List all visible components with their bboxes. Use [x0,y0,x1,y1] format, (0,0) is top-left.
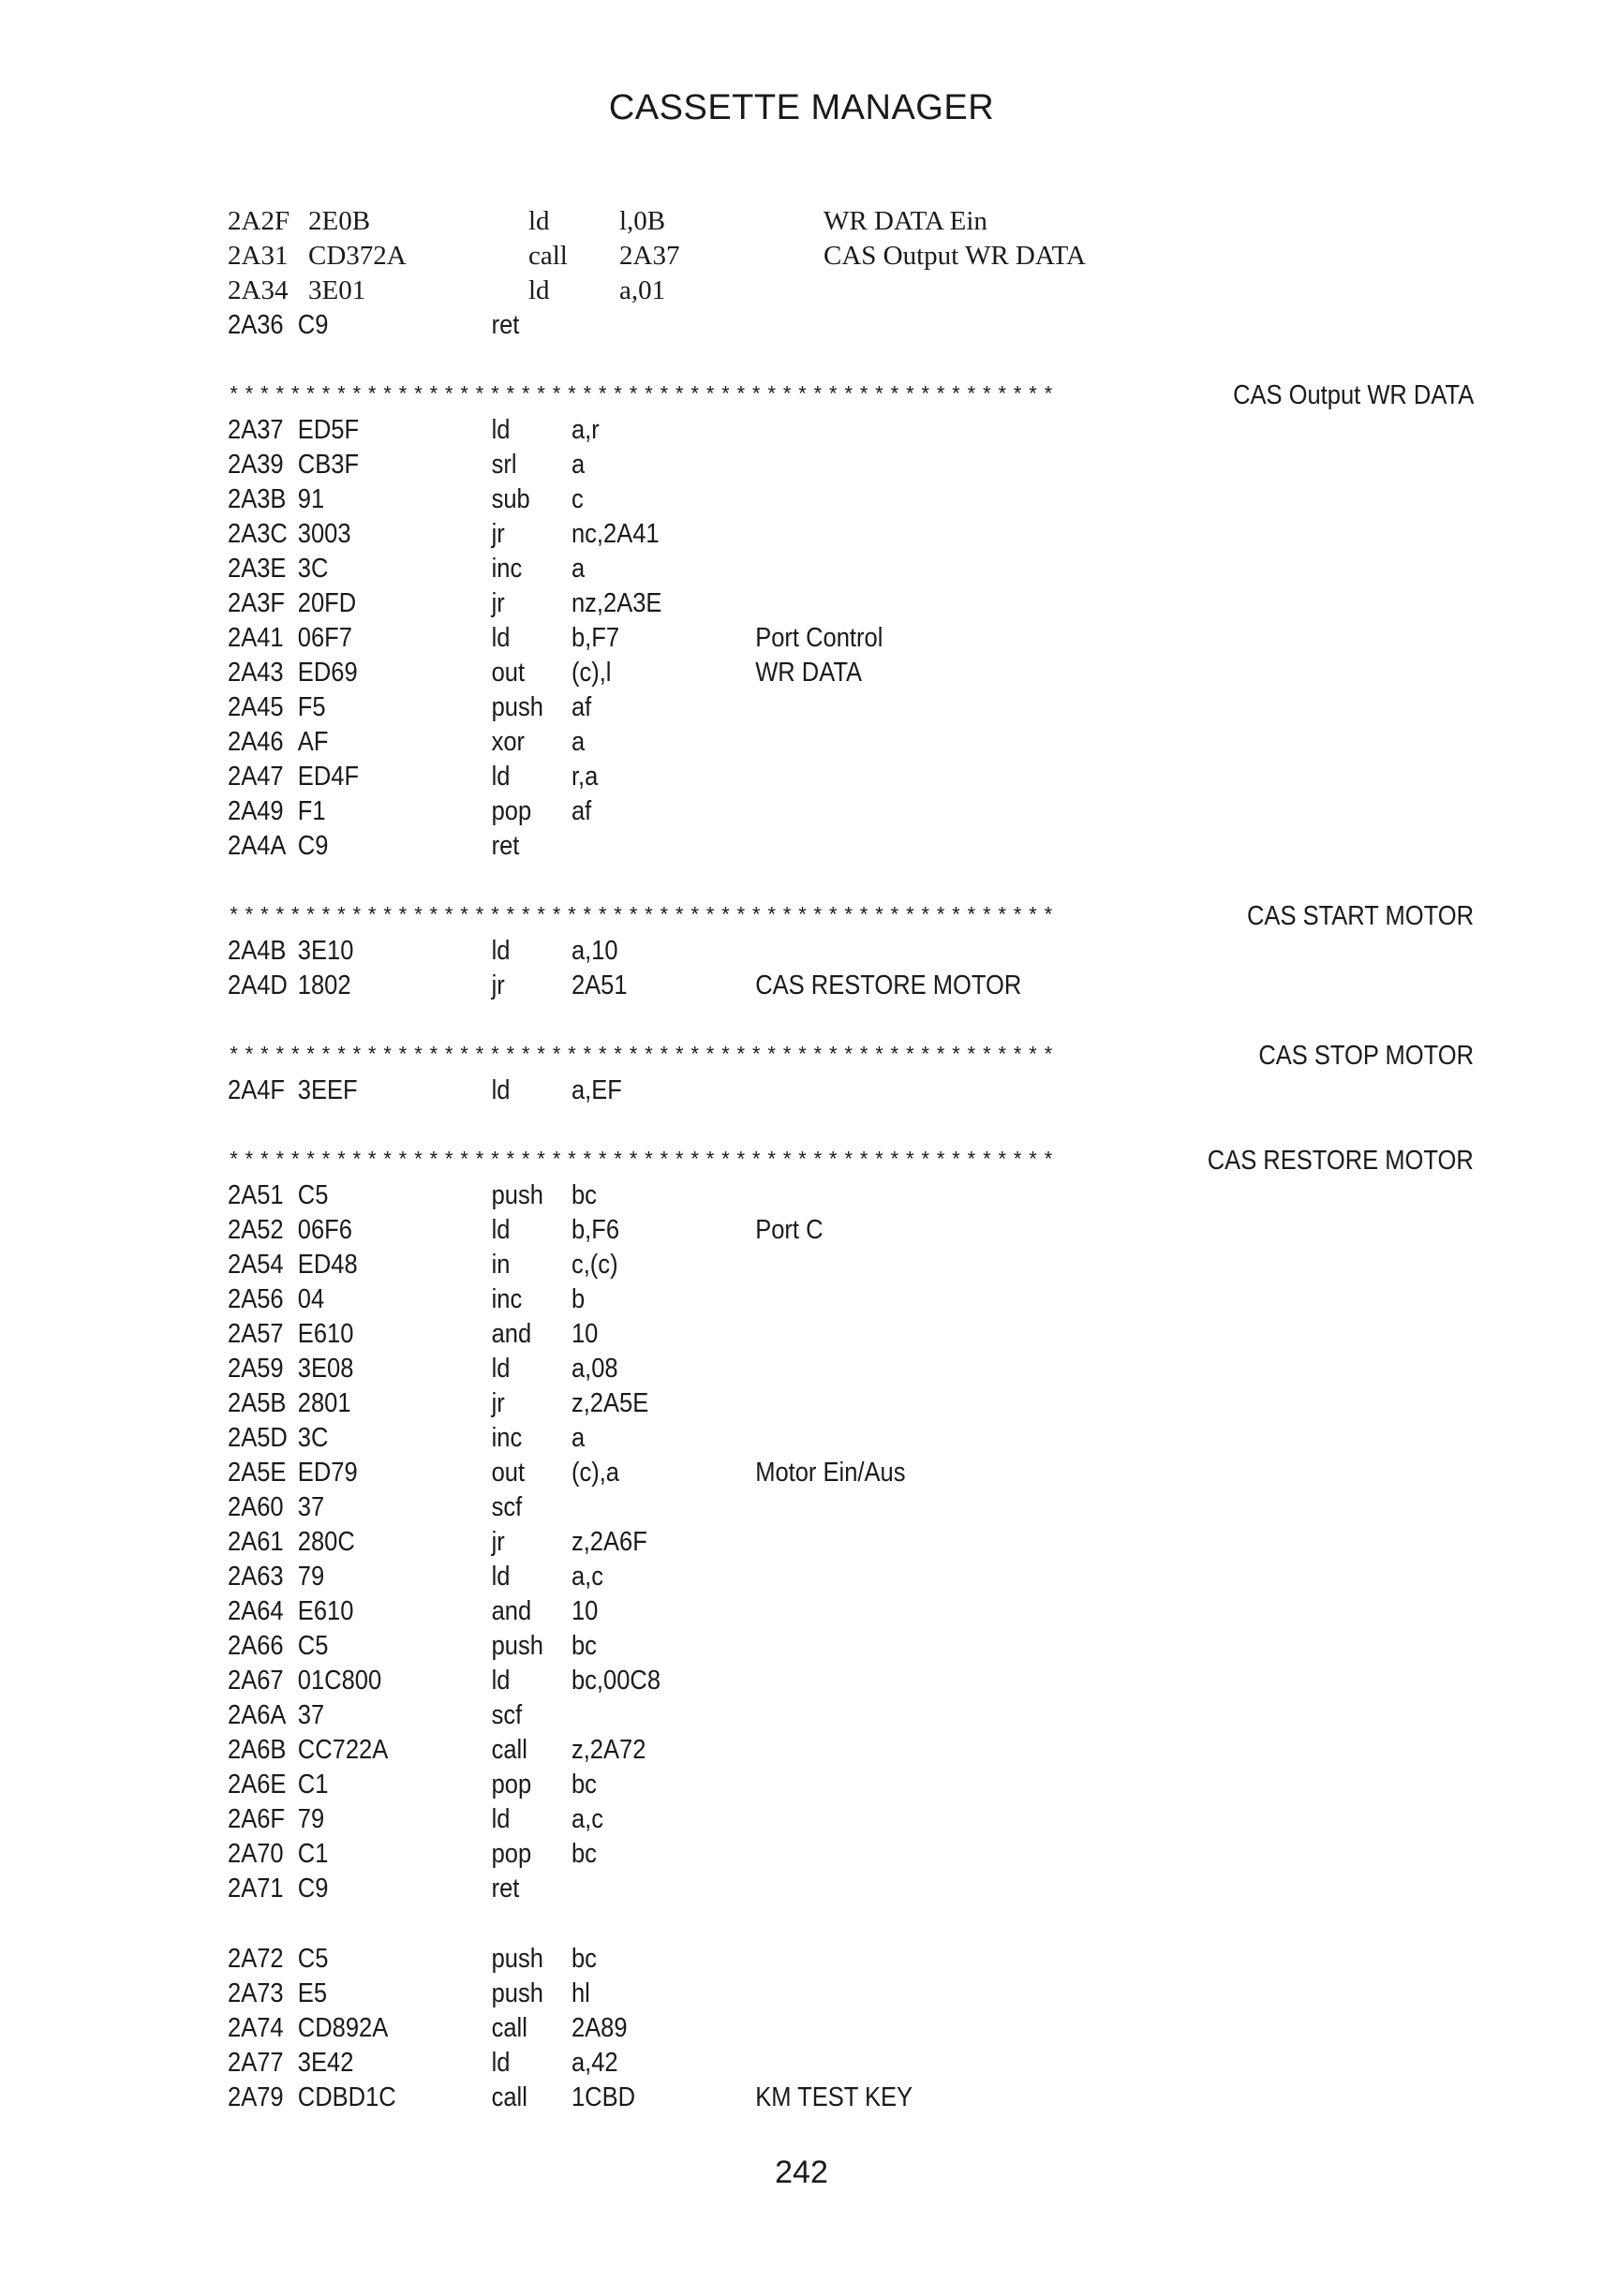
address: 2A70 [228,1839,284,1869]
listing-row [228,204,1474,239]
address: 2A56 [228,1284,284,1314]
section-separator [228,378,1474,413]
address: 2A3C [228,519,288,549]
operand: c,(c) [571,1250,618,1280]
opcode-bytes: 3C [297,1423,329,1453]
mnemonic: jr [491,519,505,549]
address: 2A37 [228,415,284,445]
listing-row [228,760,1324,794]
operand: a [571,554,586,584]
opcode-bytes: F1 [297,796,326,826]
listing-row [228,1664,1324,1698]
address: 2A45 [228,692,284,722]
listing-row [228,656,1324,690]
mnemonic: xor [491,727,526,757]
comment: WR DATA [755,658,863,688]
listing-row [228,1733,1324,1768]
opcode-bytes: 37 [297,1492,325,1522]
address: 2A6B [228,1735,287,1765]
opcode-bytes: ED48 [297,1250,358,1280]
opcode-bytes: 2801 [297,1388,351,1418]
operand: 2A89 [571,2013,628,2043]
operand: b,F7 [571,623,620,653]
listing-row [228,1490,1324,1525]
section-separator [228,899,1474,934]
address: 2A72 [228,1944,284,1974]
listing-row [228,1560,1324,1594]
operand: a,08 [571,1354,618,1384]
block-spacer [228,864,1474,899]
address: 2A31 [228,241,289,271]
section-separator [228,1144,1474,1178]
mnemonic: and [491,1319,532,1349]
operand: (c),l [571,658,612,688]
asterisk-rule: ****************************************************** [228,1149,1058,1173]
operand: z,2A6F [571,1527,647,1557]
mnemonic: pop [491,1839,532,1869]
block-spacer [228,1906,1474,1942]
address: 2A51 [228,1180,284,1210]
opcode-bytes: ED69 [297,658,358,688]
mnemonic: and [491,1596,532,1626]
listing-row [228,1629,1324,1664]
opcode-bytes: CD892A [297,2013,389,2043]
operand: 10 [571,1596,599,1626]
listing-row [228,1977,1324,2011]
address: 2A36 [228,310,284,340]
mnemonic: inc [491,1284,523,1314]
opcode-bytes: C9 [297,310,329,340]
comment: CAS RESTORE MOTOR [755,970,1022,1000]
address: 2A4D [228,970,288,1000]
listing-row [228,308,1324,343]
address: 2A4B [228,936,287,966]
listing-row [228,1802,1324,1837]
assembly-listing [228,204,1474,2115]
listing-row [228,1768,1324,1802]
operand: a,42 [571,2048,618,2078]
listing-row [228,586,1324,621]
operand: z,2A72 [571,1735,646,1765]
mnemonic: out [491,658,526,688]
listing-row [228,239,1474,274]
opcode-bytes: 06F6 [297,1215,352,1245]
listing-row [228,1456,1324,1490]
listing-row [228,1213,1324,1248]
operand: l,0B [619,206,666,236]
opcode-bytes: 3E01 [308,275,366,305]
address: 2A59 [228,1354,284,1384]
listing-row [228,829,1324,864]
opcode-bytes: C9 [297,831,329,861]
listing-row [228,1386,1324,1421]
operand: bc [571,1770,597,1800]
operand: a [571,727,586,757]
operand: b [571,1284,586,1314]
operand: 2A37 [619,241,680,271]
listing-row [228,2081,1324,2115]
operand: a,r [571,415,600,445]
mnemonic: pop [491,796,532,826]
operand: hl [571,1978,590,2008]
opcode-bytes: C1 [297,1770,329,1800]
address: 2A4A [228,831,287,861]
listing-row [228,448,1324,482]
operand: (c),a [571,1458,619,1488]
listing-row [228,1837,1324,1872]
operand: b,F6 [571,1215,620,1245]
operand: nc,2A41 [571,519,660,549]
address: 2A6A [228,1700,287,1730]
mnemonic: scf [491,1492,523,1522]
operand: a,EF [571,1075,622,1105]
address: 2A54 [228,1250,284,1280]
comment: WR DATA Ein [824,206,987,236]
opcode-bytes: 3003 [297,519,351,549]
block-spacer [228,1108,1474,1144]
mnemonic: push [491,1978,543,2008]
opcode-bytes: ED5F [297,415,360,445]
opcode-bytes: CDBD1C [297,2082,396,2112]
mnemonic: call [528,241,568,271]
opcode-bytes: E610 [297,1596,354,1626]
operand: a,c [571,1804,604,1834]
mnemonic: jr [491,588,505,618]
address: 2A41 [228,623,284,653]
listing-row [228,725,1324,760]
address: 2A5E [228,1458,287,1488]
operand: a [571,1423,586,1453]
mnemonic: ld [528,206,550,236]
listing-row [228,621,1324,656]
address: 2A52 [228,1215,284,1245]
address: 2A67 [228,1666,284,1696]
opcode-bytes: 280C [297,1527,355,1557]
address: 2A3F [228,588,286,618]
mnemonic: ld [491,1562,511,1592]
address: 2A46 [228,727,284,757]
opcode-bytes: C5 [297,1944,329,1974]
page-number: 242 [775,2155,828,2190]
address: 2A66 [228,1631,284,1661]
operand: bc [571,1180,597,1210]
opcode-bytes: 37 [297,1700,325,1730]
opcode-bytes: 3E10 [297,936,354,966]
address: 2A47 [228,762,284,792]
mnemonic: jr [491,1388,505,1418]
address: 2A74 [228,2013,284,2043]
opcode-bytes: ED79 [297,1458,358,1488]
mnemonic: in [491,1250,511,1280]
opcode-bytes: 79 [297,1804,325,1834]
operand: r,a [571,762,599,792]
listing-row [228,1248,1324,1282]
address: 2A34 [228,275,289,305]
mnemonic: jr [491,1527,505,1557]
asterisk-rule: ****************************************************** [228,905,1058,928]
operand: bc [571,1839,597,1869]
listing-row [228,1317,1324,1352]
listing-row [228,1698,1324,1733]
opcode-bytes: C5 [297,1631,329,1661]
operand: a,01 [619,275,666,305]
operand: a [571,450,586,480]
asterisk-rule: ****************************************************** [228,1044,1058,1068]
listing-row [228,482,1324,517]
address: 2A57 [228,1319,284,1349]
address: 2A77 [228,2048,284,2078]
address: 2A60 [228,1492,284,1522]
mnemonic: srl [491,450,517,480]
address: 2A3E [228,554,287,584]
listing-row [228,794,1324,829]
operand: 1CBD [571,2082,636,2112]
opcode-bytes: CB3F [297,450,360,480]
listing-row [228,2011,1324,2046]
mnemonic: inc [491,1423,523,1453]
mnemonic: pop [491,1770,532,1800]
opcode-bytes: ED4F [297,762,360,792]
opcode-bytes: AF [297,727,329,757]
mnemonic: call [491,1735,527,1765]
comment: KM TEST KEY [755,2082,913,2112]
listing-row [228,934,1324,969]
operand: c [571,484,584,514]
listing-row [228,413,1324,448]
address: 2A43 [228,658,284,688]
operand: bc,00C8 [571,1666,661,1696]
comment: CAS Output WR DATA [824,241,1086,271]
operand: af [571,692,592,722]
mnemonic: ret [491,831,520,861]
opcode-bytes: 1802 [297,970,351,1000]
section-label: CAS RESTORE MOTOR [1207,1146,1474,1176]
mnemonic: sub [491,484,530,514]
section-separator [228,1039,1474,1074]
opcode-bytes: E5 [297,1978,328,2008]
opcode-bytes: C9 [297,1874,329,1903]
opcode-bytes: C5 [297,1180,329,1210]
block-spacer [228,1003,1474,1039]
address: 2A2F [228,206,290,236]
comment: Motor Ein/Aus [755,1458,906,1488]
opcode-bytes: 3E42 [297,2048,354,2078]
address: 2A63 [228,1562,284,1592]
operand: z,2A5E [571,1388,649,1418]
listing-row [228,1178,1324,1213]
page-title: CASSETTE MANAGER [608,88,995,127]
section-label: CAS START MOTOR [1246,901,1474,931]
operand: bc [571,1631,597,1661]
opcode-bytes: C1 [297,1839,329,1869]
mnemonic: ld [491,1804,511,1834]
listing-row [228,1872,1324,1906]
address: 2A71 [228,1874,284,1903]
address: 2A5B [228,1388,287,1418]
address: 2A6E [228,1770,287,1800]
opcode-bytes: 3EEF [297,1075,358,1105]
opcode-bytes: 91 [297,484,325,514]
mnemonic: ld [528,275,550,305]
opcode-bytes: 3C [297,554,329,584]
operand: bc [571,1944,597,1974]
mnemonic: ld [491,1354,511,1384]
operand: a,10 [571,936,618,966]
opcode-bytes: E610 [297,1319,354,1349]
mnemonic: ld [491,762,511,792]
address: 2A64 [228,1596,284,1626]
mnemonic: call [491,2013,527,2043]
listing-row [228,1352,1324,1386]
listing-row [228,1594,1324,1629]
mnemonic: ret [491,1874,520,1903]
address: 2A5D [228,1423,288,1453]
address: 2A73 [228,1978,284,2008]
listing-row [228,2046,1324,2081]
mnemonic: ld [491,936,511,966]
mnemonic: push [491,1180,543,1210]
listing-row [228,690,1324,725]
opcode-bytes: 2E0B [308,206,371,236]
mnemonic: scf [491,1700,523,1730]
comment: Port Control [755,623,883,653]
opcode-bytes: 01C800 [297,1666,382,1696]
opcode-bytes: 06F7 [297,623,352,653]
listing-row [228,1074,1324,1108]
listing-row [228,969,1324,1003]
opcode-bytes: 20FD [297,588,357,618]
address: 2A3B [228,484,287,514]
address: 2A6F [228,1804,286,1834]
mnemonic: ld [491,415,511,445]
operand: af [571,796,592,826]
opcode-bytes: CD372A [308,241,407,271]
listing-row [228,1525,1324,1560]
mnemonic: jr [491,970,505,1000]
operand: a,c [571,1562,604,1592]
block-spacer [228,343,1474,378]
opcode-bytes: 79 [297,1562,325,1592]
comment: Port C [755,1215,824,1245]
section-label: CAS Output WR DATA [1232,380,1474,410]
mnemonic: ret [491,310,520,340]
listing-row [228,274,1474,308]
operand: 10 [571,1319,599,1349]
mnemonic: ld [491,623,511,653]
address: 2A61 [228,1527,284,1557]
mnemonic: push [491,1944,543,1974]
mnemonic: ld [491,1666,511,1696]
opcode-bytes: CC722A [297,1735,389,1765]
opcode-bytes: F5 [297,692,326,722]
listing-row [228,517,1324,552]
address: 2A4F [228,1075,286,1105]
asterisk-rule: ****************************************************** [228,384,1058,407]
mnemonic: ld [491,2048,511,2078]
operand: nz,2A3E [571,588,662,618]
mnemonic: ld [491,1075,511,1105]
mnemonic: ld [491,1215,511,1245]
address: 2A39 [228,450,284,480]
operand: 2A51 [571,970,628,1000]
mnemonic: push [491,1631,543,1661]
mnemonic: call [491,2082,527,2112]
opcode-bytes: 04 [297,1284,325,1314]
address: 2A49 [228,796,284,826]
opcode-bytes: 3E08 [297,1354,354,1384]
mnemonic: inc [491,554,523,584]
listing-row [228,1282,1324,1317]
listing-row [228,1421,1324,1456]
listing-row [228,552,1324,586]
mnemonic: out [491,1458,526,1488]
listing-row [228,1942,1324,1977]
section-label: CAS STOP MOTOR [1258,1041,1474,1071]
mnemonic: push [491,692,543,722]
address: 2A79 [228,2082,284,2112]
